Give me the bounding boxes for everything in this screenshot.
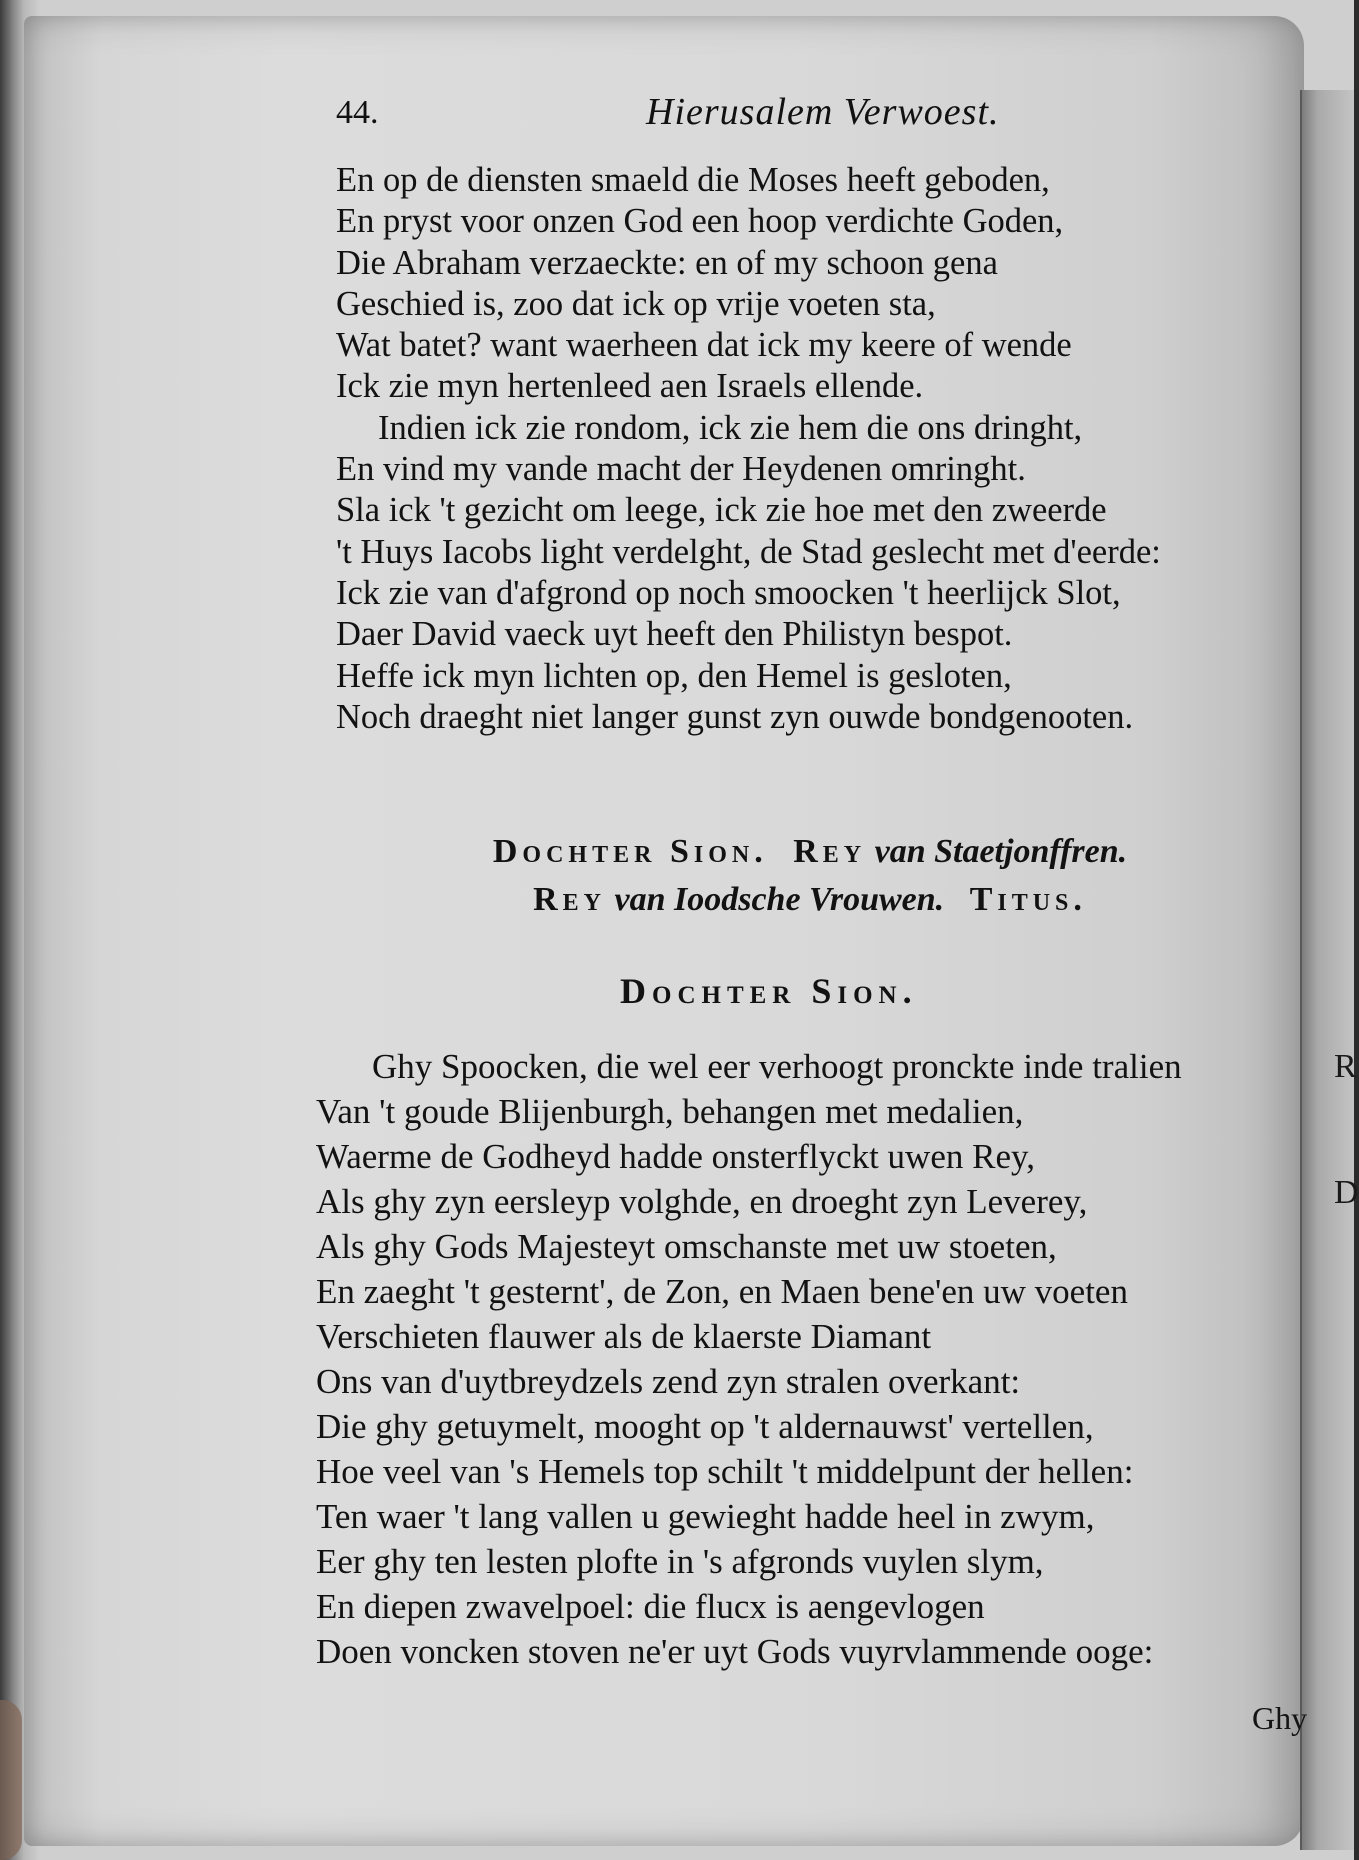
- verse-line: Indien ick zie rondom, ick zie hem die ons dringht,: [378, 408, 1083, 447]
- verse-line: Ick zie van d'afgrond op noch smoocken 't heerlijck Slot,: [336, 573, 1121, 612]
- verse-block-two: [316, 1044, 1182, 1674]
- verse-line: Verschieten flauwer als de klaerste Diamant: [316, 1317, 932, 1356]
- verse-line: Ick zie myn hertenleed aen Israels ellende.: [336, 367, 924, 406]
- cast-name: Rey: [793, 833, 867, 870]
- next-page-edge: [1300, 90, 1354, 1850]
- verse-line: Ghy Spoocken, die wel eer verhoogt pronckte inde tralien: [372, 1047, 1182, 1086]
- verse-line: Ons van d'uytbreydzels zend zyn stralen overkant:: [316, 1362, 1021, 1401]
- verse-line: Daer David vaeck uyt heeft den Philistyn bespot.: [336, 615, 1013, 654]
- cast-name: Dochter Sion.: [492, 833, 768, 870]
- cast-line: [360, 876, 1260, 924]
- verse-line: Van 't goude Blijenburgh, behangen met medalien,: [316, 1092, 1024, 1131]
- verse-line: Noch draeght niet langer gunst zyn ouwde bondgenooten.: [336, 697, 1134, 736]
- verse-line: Hoe veel van 's Hemels top schilt 't middelpunt der hellen:: [316, 1452, 1134, 1491]
- verse-line: 't Huys Iacobs light verdelght, de Stad geslecht met d'eerde:: [336, 532, 1161, 571]
- verse-line: Geschied is, zoo dat ick op vrije voeten sta,: [336, 284, 936, 323]
- verse-line: En pryst voor onzen God een hoop verdichte Goden,: [336, 202, 1064, 241]
- verse-line: En vind my vande macht der Heydenen omringht.: [336, 450, 1026, 489]
- verse-line: Als ghy zyn eersleyp volghde, en droeght zyn Leverey,: [316, 1182, 1088, 1221]
- verse-line: En op de diensten smaeld die Moses heeft geboden,: [336, 161, 1050, 199]
- speaker-heading: Dochter Sion.: [620, 971, 918, 1011]
- cast-line: [360, 828, 1260, 876]
- next-page-letter: R: [1334, 1048, 1357, 1085]
- verse-line: Sla ick 't gezicht om leege, ick zie hoe met den zweerde: [336, 491, 1107, 530]
- verse-line: Waerme de Godheyd hadde onsterflyckt uwen Rey,: [316, 1137, 1035, 1176]
- verse-block-one: [336, 160, 1161, 738]
- page-number: 44.: [336, 94, 379, 131]
- verse-line: Die Abraham verzaeckte: en of my schoon gena: [336, 243, 998, 282]
- running-title: Hierusalem Verwoest.: [646, 91, 1000, 133]
- catchword: Ghy: [1252, 1700, 1308, 1736]
- verse-line: En diepen zwavelpoel: die flucx is aengevlogen: [316, 1587, 985, 1626]
- verse-line: Als ghy Gods Majesteyt omschanste met uw stoeten,: [316, 1227, 1057, 1266]
- next-page-letter: D: [1334, 1174, 1359, 1211]
- cast-list: [360, 828, 1260, 924]
- verse-line: En zaeght 't gesternt', de Zon, en Maen bene'en uw voeten: [316, 1272, 1128, 1311]
- thumb: [0, 1700, 22, 1860]
- cast-name: Titus.: [969, 881, 1087, 918]
- cast-name: Rey: [533, 881, 606, 918]
- verse-line: Wat batet? want waerheen dat ick my keere of wende: [336, 326, 1072, 365]
- verse-line: Heffe ick myn lichten op, den Hemel is gesloten,: [336, 656, 1012, 695]
- page-header: [336, 91, 1076, 144]
- verse-line: Die ghy getuymelt, mooght op 't aldernauwst' vertellen,: [316, 1407, 1094, 1446]
- cast-name: van Staetjonffren.: [874, 833, 1128, 870]
- verse-line: Doen voncken stoven ne'er uyt Gods vuyrvlammende ooge:: [316, 1632, 1154, 1671]
- cast-name: van Ioodsche Vrouwen.: [614, 881, 945, 918]
- verse-line: Eer ghy ten lesten plofte in 's afgronds vuylen slym,: [316, 1542, 1044, 1581]
- verse-line: Ten waer 't lang vallen u gewieght hadde heel in zwym,: [316, 1497, 1095, 1536]
